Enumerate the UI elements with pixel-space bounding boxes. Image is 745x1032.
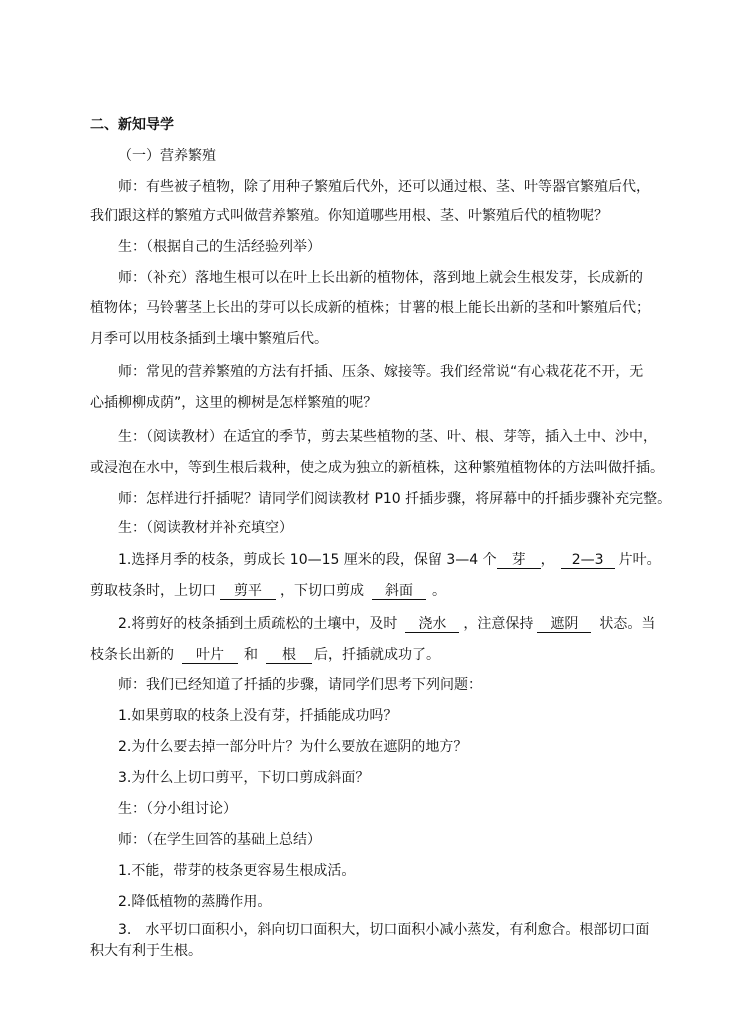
answer-blank: 根: [266, 647, 312, 664]
answer-blank: 芽: [497, 552, 541, 569]
step-text: 枝条长出新的: [90, 647, 174, 663]
answer-item: 积大有利于生根。: [90, 943, 202, 959]
subsection-title: （一）营养繁殖: [118, 148, 216, 164]
fill-blank-line: [118, 614, 658, 634]
paragraph-line: 生：（分小组讨论）: [118, 801, 237, 817]
paragraph-line: 师：怎样进行扦插呢？请同学们阅读教材 P10 扦插步骤，将屏幕中的扦插步骤补充完整。: [118, 491, 672, 507]
answer-item: 3. 水平切口面积小，斜向切口面积大，切口面积小减小蒸发，有利愈合。根部切口面: [118, 922, 650, 938]
step-text: 后，扦插就成功了。: [314, 647, 440, 663]
step-text: ，: [540, 552, 555, 568]
step-text: 。: [432, 583, 446, 599]
answer-blank: 剪平: [220, 583, 276, 600]
question-item: 2.为什么要去掉一部分叶片？为什么要放在遮阴的地方？: [118, 739, 468, 755]
step-text: ，下切口剪成: [280, 583, 364, 599]
paragraph-line: 师：（补充）落地生根可以在叶上长出新的植物体，落到地上就会生根发芽，长成新的: [118, 270, 643, 286]
answer-item: 2.降低植物的蒸腾作用。: [118, 894, 272, 910]
fill-blank-line: [90, 645, 660, 665]
paragraph-line: 植物体；马铃薯茎上长出的芽可以长成新的植株；甘薯的根上能长出新的茎和叶繁殖后代；: [90, 300, 650, 316]
question-item: 1.如果剪取的枝条上没有芽，扦插能成功吗？: [118, 708, 398, 724]
step-text: ，注意保持: [463, 616, 534, 632]
step-text: 1.选择月季的枝条，剪成长 10—15 厘米的段，保留 3—4 个: [118, 552, 497, 568]
answer-blank: 浇水: [405, 616, 459, 633]
paragraph-line: 生：（阅读教材并补充填空）: [118, 520, 293, 536]
paragraph-line: 我们跟这样的繁殖方式叫做营养繁殖。你知道哪些用根、茎、叶繁殖后代的植物呢？: [90, 208, 608, 224]
fill-blank-line: [118, 550, 661, 570]
question-item: 3.为什么上切口剪平，下切口剪成斜面？: [118, 770, 370, 786]
paragraph-line: 月季可以用枝条插到土壤中繁殖后代。: [90, 331, 328, 347]
paragraph-line: 心插柳柳成荫”，这里的柳树是怎样繁殖的呢？: [90, 395, 378, 411]
section-title: 二、新知导学: [90, 117, 174, 133]
paragraph-line: 师：我们已经知道了扦插的步骤，请同学们思考下列问题：: [118, 677, 482, 693]
fill-blank-line: [90, 581, 660, 601]
paragraph-line: 师：常见的营养繁殖的方法有扦插、压条、嫁接等。我们经常说“有心栽花花不开，无: [118, 364, 644, 380]
step-text: 和: [244, 647, 258, 663]
answer-blank: 遮阴: [537, 616, 591, 633]
paragraph-line: 生：（阅读教材）在适宜的季节，剪去某些植物的茎、叶、根、芽等，插入土中、沙中，: [118, 429, 657, 445]
paragraph-line: 生：（根据自己的生活经验列举）: [118, 239, 321, 255]
paragraph-line: 师：（在学生回答的基础上总结）: [118, 832, 321, 848]
answer-item: 1.不能，带芽的枝条更容易生根成活。: [118, 863, 356, 879]
step-text: 2.将剪好的枝条插到土质疏松的土壤中，及时: [118, 616, 398, 632]
step-text: 片叶。: [618, 552, 661, 568]
step-text: 剪取枝条时，上切口: [90, 583, 216, 599]
answer-blank: 斜面: [372, 583, 426, 600]
answer-blank: 2—3: [561, 552, 615, 569]
step-text: 状态。当: [599, 616, 656, 632]
paragraph-line: 师：有些被子植物，除了用种子繁殖后代外，还可以通过根、茎、叶等器官繁殖后代，: [118, 179, 650, 195]
answer-blank: 叶片: [182, 647, 238, 664]
paragraph-line: 或浸泡在水中，等到生根后栽种，使之成为独立的新植株，这种繁殖植物体的方法叫做扦插。: [90, 460, 664, 476]
